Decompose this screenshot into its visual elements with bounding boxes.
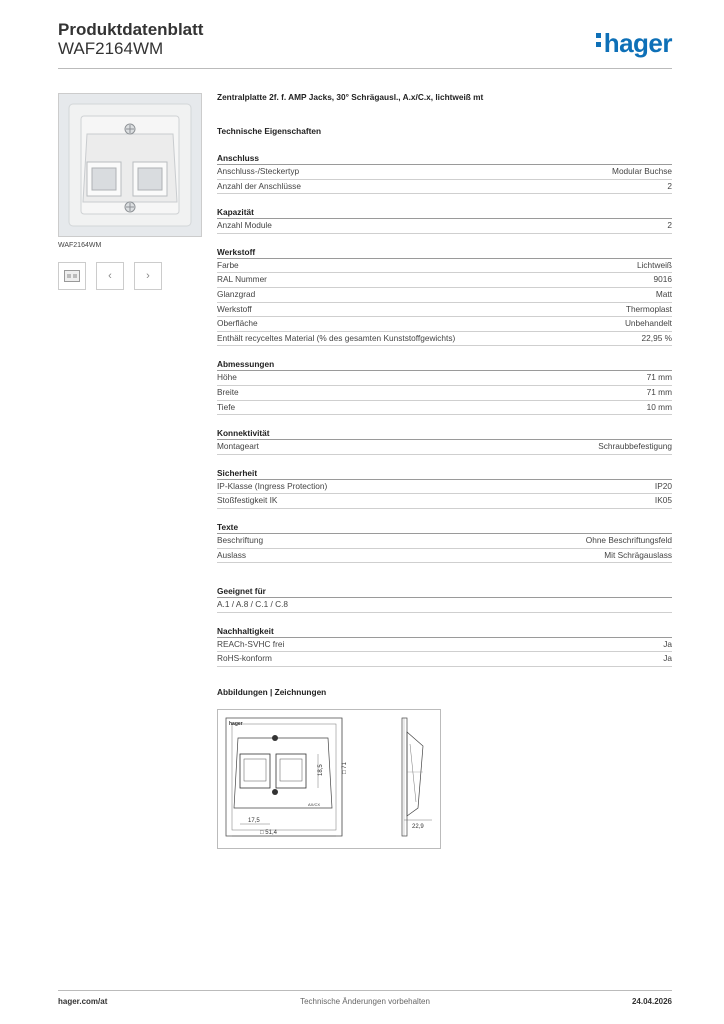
spec-value: 2 xyxy=(667,180,672,191)
spec-row xyxy=(217,332,672,347)
thumbnail-next[interactable] xyxy=(134,262,162,290)
spec-value: Lichtweiß xyxy=(636,259,672,270)
footer-date: 24.04.2026 xyxy=(631,997,672,1006)
spec-value: Thermoplast xyxy=(625,303,672,314)
section-title: Anschluss xyxy=(217,152,672,165)
dim-18-5: 18,5 xyxy=(318,764,324,776)
spec-label: Oberfläche xyxy=(217,318,258,329)
spec-label: Auslass xyxy=(217,549,247,560)
spec-section xyxy=(217,467,672,509)
spec-label: RAL Nummer xyxy=(217,274,267,285)
chevron-right-icon: › xyxy=(146,270,150,282)
spec-section xyxy=(217,427,672,455)
thumbnail-product[interactable] xyxy=(58,262,86,290)
spec-label: Glanzgrad xyxy=(217,288,256,299)
spec-value: Modular Buchse xyxy=(612,166,672,176)
spec-value: Ja xyxy=(663,653,672,664)
page-header xyxy=(58,20,672,68)
spec-row xyxy=(217,371,672,386)
spec-label: Farbe xyxy=(217,259,239,270)
article-number: WAF2164WM xyxy=(58,39,164,58)
spec-value: Ja xyxy=(663,638,672,649)
photo-caption: WAF2164WM xyxy=(58,242,102,249)
section-title: Nachhaltigkeit xyxy=(217,625,672,638)
spec-value: A.1 / A.8 / C.1 / C.8 xyxy=(217,599,289,610)
spec-label: Enthält recyceltes Material (% des gesamten Kunststoffgewichts) xyxy=(217,332,456,343)
spec-row xyxy=(217,638,672,653)
product-name: Zentralplatte 2f. f. AMP Jacks, 30° Schrägausl., A.x/C.x, lichtweiß mt xyxy=(217,92,484,102)
spec-value: 71 mm xyxy=(646,372,672,383)
spec-label: Beschriftung xyxy=(217,534,264,545)
spec-value: Schraubbefestigung xyxy=(598,441,672,452)
section-suitable xyxy=(217,585,672,613)
spec-row xyxy=(217,165,672,180)
spec-section xyxy=(217,152,672,194)
document-title: Produktdatenblatt xyxy=(58,20,204,39)
section-title: Werkstoff xyxy=(217,246,672,259)
specification-content xyxy=(217,92,672,699)
spec-label: Werkstoff xyxy=(217,303,252,314)
spec-row xyxy=(217,534,672,549)
header-divider xyxy=(58,68,672,69)
spec-row xyxy=(217,288,672,303)
spec-value: IK05 xyxy=(654,495,672,506)
spec-row xyxy=(217,259,672,274)
spec-row xyxy=(217,440,672,455)
section-title: Konnektivität xyxy=(217,427,672,440)
spec-label: Stoßfestigkeit IK xyxy=(217,495,278,506)
drawings-title: Abbildungen | Zeichnungen xyxy=(217,686,327,697)
dim-22-9: 22,9 xyxy=(412,824,424,830)
spec-value: 9016 xyxy=(653,274,672,285)
spec-row xyxy=(217,386,672,401)
hager-logo: hager xyxy=(596,28,672,59)
spec-value: Unbehandelt xyxy=(624,318,672,329)
spec-value: Mit Schrägauslass xyxy=(604,549,672,560)
logo-dots-icon xyxy=(596,33,601,51)
spec-label: Tiefe xyxy=(217,401,236,412)
product-photo[interactable] xyxy=(58,93,202,237)
spec-label: REACh-SVHC frei xyxy=(217,638,285,649)
dim-17-5: 17,5 xyxy=(248,818,260,824)
spec-label: Anzahl Module xyxy=(217,220,272,231)
drawing-model: AX/CX xyxy=(308,802,321,807)
dim-51-4: □ 51,4 xyxy=(260,830,277,836)
spec-label: Anschluss-/Steckertyp xyxy=(217,166,300,176)
spec-value: Ohne Beschriftungsfeld xyxy=(585,534,672,545)
spec-row xyxy=(217,219,672,234)
spec-label: IP-Klasse (Ingress Protection) xyxy=(217,480,328,491)
thumbnail-previous[interactable] xyxy=(96,262,124,290)
product-thumb-icon xyxy=(64,270,80,282)
spec-section xyxy=(217,206,672,234)
spec-section xyxy=(217,246,672,347)
footer-website-link[interactable]: hager.com/at xyxy=(58,997,108,1006)
spec-label: Breite xyxy=(217,386,239,397)
spec-row xyxy=(217,652,672,667)
spec-label: Montageart xyxy=(217,441,259,452)
section-title: Geeignet für xyxy=(217,585,672,598)
section-title: Abmessungen xyxy=(217,358,672,371)
section-title: Texte xyxy=(217,521,672,534)
section-title: Kapazität xyxy=(217,206,672,219)
spec-value: 71 mm xyxy=(646,386,672,397)
spec-label: Anzahl der Anschlüsse xyxy=(217,180,301,191)
section-sustainability xyxy=(217,625,672,667)
spec-section xyxy=(217,358,672,415)
spec-row xyxy=(217,273,672,288)
spec-section xyxy=(217,521,672,563)
spec-row xyxy=(217,549,672,564)
spec-row xyxy=(217,480,672,495)
spec-sections xyxy=(217,152,672,563)
spec-value: 10 mm xyxy=(646,401,672,412)
spec-value: 22,95 % xyxy=(641,332,672,343)
technical-drawing[interactable] xyxy=(217,709,441,849)
footer-divider xyxy=(58,990,672,991)
spec-value: 2 xyxy=(667,220,672,231)
dim-71: □ 71 xyxy=(342,762,348,774)
drawing-brand: hager xyxy=(229,721,243,727)
tech-heading: Technische Eigenschaften xyxy=(217,126,322,136)
spec-row xyxy=(217,598,672,613)
spec-row xyxy=(217,494,672,509)
footer-note: Technische Änderungen vorbehalten xyxy=(300,997,430,1006)
spec-row xyxy=(217,401,672,416)
spec-label: Höhe xyxy=(217,372,237,383)
section-title: Sicherheit xyxy=(217,467,672,480)
spec-label: RoHS-konform xyxy=(217,653,272,664)
spec-value: IP20 xyxy=(654,480,672,491)
spec-row xyxy=(217,317,672,332)
spec-row xyxy=(217,180,672,195)
spec-row xyxy=(217,303,672,318)
spec-value: Matt xyxy=(655,288,672,299)
chevron-left-icon: ‹ xyxy=(108,270,112,282)
